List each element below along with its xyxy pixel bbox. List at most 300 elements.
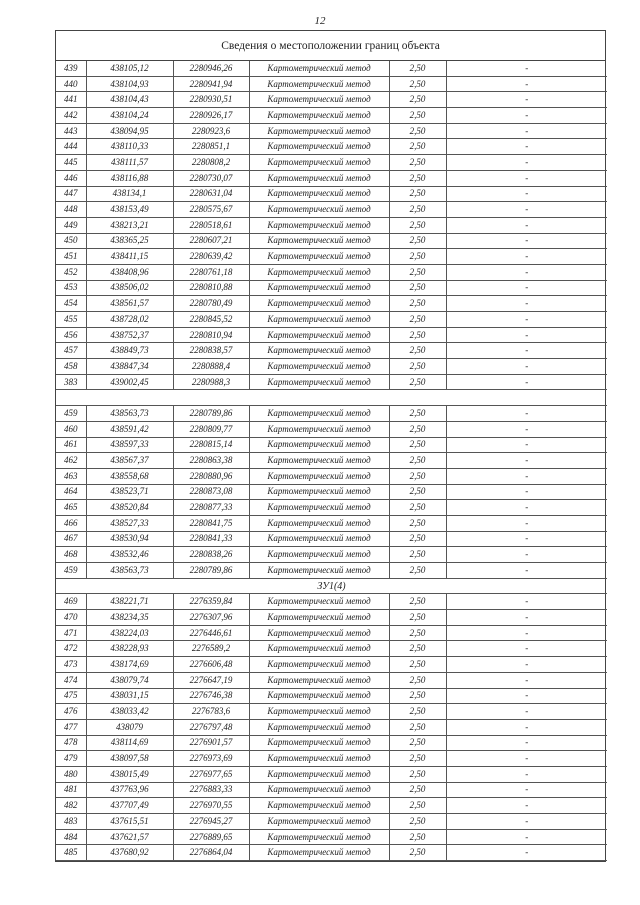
x-coordinate-cell: 438033,42 [86,704,173,720]
method-cell: Картометрический метод [249,406,389,422]
accuracy-cell: 2,50 [389,217,446,233]
method-cell: Картометрический метод [249,719,389,735]
x-coordinate-cell: 437615,51 [86,814,173,830]
method-cell: Картометрический метод [249,170,389,186]
y-coordinate-cell: 2276883,33 [173,782,249,798]
method-cell: Картометрический метод [249,264,389,280]
point-number-cell: 439 [56,61,86,76]
method-cell: Картометрический метод [249,296,389,312]
point-number-cell: 459 [56,406,86,422]
table-row [56,280,607,296]
point-number-cell: 481 [56,782,86,798]
accuracy-cell: 2,50 [389,735,446,751]
method-cell: Картометрический метод [249,531,389,547]
y-coordinate-cell: 2276746,38 [173,688,249,704]
accuracy-cell: 2,50 [389,704,446,720]
note-cell: - [446,782,607,798]
y-coordinate-cell: 2280730,07 [173,170,249,186]
accuracy-cell: 2,50 [389,829,446,845]
accuracy-cell: 2,50 [389,751,446,767]
y-coordinate-cell: 2276446,61 [173,625,249,641]
method-cell: Картометрический метод [249,625,389,641]
point-number-cell: 485 [56,845,86,861]
method-cell: Картометрический метод [249,202,389,218]
table-row [56,563,607,579]
accuracy-cell: 2,50 [389,76,446,92]
y-coordinate-cell: 2280808,2 [173,155,249,171]
x-coordinate-cell: 438847,34 [86,359,173,375]
note-cell: - [446,92,607,108]
x-coordinate-cell: 438031,15 [86,688,173,704]
x-coordinate-cell: 438752,37 [86,327,173,343]
y-coordinate-cell: 2276945,27 [173,814,249,830]
y-coordinate-cell: 2276606,48 [173,657,249,673]
y-coordinate-cell: 2280930,51 [173,92,249,108]
y-coordinate-cell: 2280888,4 [173,359,249,375]
method-cell: Картометрический метод [249,437,389,453]
accuracy-cell: 2,50 [389,155,446,171]
x-coordinate-cell: 438104,93 [86,76,173,92]
table-row [56,766,607,782]
y-coordinate-cell: 2280607,21 [173,233,249,249]
y-coordinate-cell: 2280518,61 [173,217,249,233]
table-row [56,312,607,328]
note-cell: - [446,766,607,782]
table-row [56,672,607,688]
section-label: ЗУ1(4) [56,578,607,594]
note-cell: - [446,139,607,155]
table-row [56,798,607,814]
method-cell: Картометрический метод [249,76,389,92]
method-cell: Картометрический метод [249,672,389,688]
note-cell: - [446,468,607,484]
y-coordinate-cell: 2280789,86 [173,563,249,579]
table-title: Сведения о местоположении границ объекта [56,31,605,61]
point-number-cell: 457 [56,343,86,359]
x-coordinate-cell: 438224,03 [86,625,173,641]
y-coordinate-cell: 2280575,67 [173,202,249,218]
x-coordinate-cell: 438116,88 [86,170,173,186]
method-cell: Картометрический метод [249,123,389,139]
table-row [56,625,607,641]
y-coordinate-cell: 2276977,65 [173,766,249,782]
method-cell: Картометрический метод [249,92,389,108]
table-row [56,704,607,720]
table-row [56,845,607,861]
point-number-cell: 443 [56,123,86,139]
note-cell: - [446,312,607,328]
accuracy-cell: 2,50 [389,280,446,296]
y-coordinate-cell: 2280923,6 [173,123,249,139]
x-coordinate-cell: 438104,24 [86,108,173,124]
accuracy-cell: 2,50 [389,547,446,563]
point-number-cell: 440 [56,76,86,92]
y-coordinate-cell: 2280761,18 [173,264,249,280]
table-row [56,139,607,155]
note-cell: - [446,531,607,547]
accuracy-cell: 2,50 [389,814,446,830]
y-coordinate-cell: 2280838,26 [173,547,249,563]
note-cell: - [446,280,607,296]
accuracy-cell: 2,50 [389,61,446,76]
x-coordinate-cell: 439002,45 [86,374,173,390]
x-coordinate-cell: 438597,33 [86,437,173,453]
y-coordinate-cell: 2280810,88 [173,280,249,296]
table-row [56,343,607,359]
x-coordinate-cell: 438153,49 [86,202,173,218]
table-row [56,202,607,218]
table-row [56,76,607,92]
y-coordinate-cell: 2276970,55 [173,798,249,814]
y-coordinate-cell: 2280789,86 [173,406,249,422]
point-number-cell: 476 [56,704,86,720]
accuracy-cell: 2,50 [389,437,446,453]
accuracy-cell: 2,50 [389,531,446,547]
table-row [56,155,607,171]
point-number-cell: 480 [56,766,86,782]
section-label-row [56,578,607,594]
y-coordinate-cell: 2280880,96 [173,468,249,484]
accuracy-cell: 2,50 [389,798,446,814]
method-cell: Картометрический метод [249,312,389,328]
x-coordinate-cell: 438114,69 [86,735,173,751]
y-coordinate-cell: 2280877,33 [173,500,249,516]
method-cell: Картометрический метод [249,374,389,390]
point-number-cell: 478 [56,735,86,751]
table-row [56,123,607,139]
y-coordinate-cell: 2280841,33 [173,531,249,547]
y-coordinate-cell: 2280946,26 [173,61,249,76]
method-cell: Картометрический метод [249,468,389,484]
accuracy-cell: 2,50 [389,139,446,155]
accuracy-cell: 2,50 [389,782,446,798]
table-row [56,468,607,484]
note-cell: - [446,264,607,280]
table-row [56,217,607,233]
table-row [56,484,607,500]
note-cell: - [446,155,607,171]
point-number-cell: 475 [56,688,86,704]
accuracy-cell: 2,50 [389,359,446,375]
point-number-cell: 464 [56,484,86,500]
note-cell: - [446,594,607,610]
x-coordinate-cell: 438104,43 [86,92,173,108]
y-coordinate-cell: 2280926,17 [173,108,249,124]
point-number-cell: 454 [56,296,86,312]
point-number-cell: 466 [56,515,86,531]
table-row [56,594,607,610]
method-cell: Картометрический метод [249,359,389,375]
note-cell: - [446,845,607,861]
table-row [56,421,607,437]
table-row [56,782,607,798]
point-number-cell: 474 [56,672,86,688]
table-row [56,735,607,751]
point-number-cell: 463 [56,468,86,484]
method-cell: Картометрический метод [249,280,389,296]
accuracy-cell: 2,50 [389,719,446,735]
x-coordinate-cell: 438591,42 [86,421,173,437]
method-cell: Картометрический метод [249,704,389,720]
note-cell: - [446,657,607,673]
x-coordinate-cell: 438234,35 [86,610,173,626]
x-coordinate-cell: 438506,02 [86,280,173,296]
accuracy-cell: 2,50 [389,610,446,626]
note-cell: - [446,484,607,500]
accuracy-cell: 2,50 [389,484,446,500]
y-coordinate-cell: 2276889,65 [173,829,249,845]
point-number-cell: 468 [56,547,86,563]
table-row [56,92,607,108]
accuracy-cell: 2,50 [389,625,446,641]
x-coordinate-cell: 438110,33 [86,139,173,155]
y-coordinate-cell: 2276901,57 [173,735,249,751]
y-coordinate-cell: 2280631,04 [173,186,249,202]
accuracy-cell: 2,50 [389,233,446,249]
note-cell: - [446,751,607,767]
x-coordinate-cell: 437763,96 [86,782,173,798]
method-cell: Картометрический метод [249,829,389,845]
y-coordinate-cell: 2280838,57 [173,343,249,359]
table-row [56,751,607,767]
x-coordinate-cell: 438213,21 [86,217,173,233]
accuracy-cell: 2,50 [389,186,446,202]
note-cell: - [446,217,607,233]
x-coordinate-cell: 438079 [86,719,173,735]
table-row [56,657,607,673]
x-coordinate-cell: 437680,92 [86,845,173,861]
note-cell: - [446,437,607,453]
x-coordinate-cell: 438567,37 [86,453,173,469]
note-cell: - [446,296,607,312]
point-number-cell: 460 [56,421,86,437]
table-row [56,233,607,249]
y-coordinate-cell: 2280815,14 [173,437,249,453]
x-coordinate-cell: 438561,57 [86,296,173,312]
method-cell: Картометрический метод [249,249,389,265]
point-number-cell: 445 [56,155,86,171]
note-cell: - [446,829,607,845]
x-coordinate-cell: 438563,73 [86,406,173,422]
x-coordinate-cell: 438558,68 [86,468,173,484]
point-number-cell: 446 [56,170,86,186]
note-cell: - [446,421,607,437]
accuracy-cell: 2,50 [389,500,446,516]
point-number-cell: 462 [56,453,86,469]
table-row [56,437,607,453]
y-coordinate-cell: 2276359,84 [173,594,249,610]
point-number-cell: 452 [56,264,86,280]
table-row [56,264,607,280]
note-cell: - [446,688,607,704]
boundary-table-frame [55,30,606,862]
accuracy-cell: 2,50 [389,657,446,673]
x-coordinate-cell: 437621,57 [86,829,173,845]
y-coordinate-cell: 2280841,75 [173,515,249,531]
method-cell: Картометрический метод [249,343,389,359]
table-row [56,814,607,830]
accuracy-cell: 2,50 [389,421,446,437]
x-coordinate-cell: 438105,12 [86,61,173,76]
note-cell: - [446,735,607,751]
note-cell: - [446,814,607,830]
note-cell: - [446,170,607,186]
accuracy-cell: 2,50 [389,845,446,861]
accuracy-cell: 2,50 [389,327,446,343]
table-row [56,249,607,265]
x-coordinate-cell: 438228,93 [86,641,173,657]
table-row [56,327,607,343]
x-coordinate-cell: 438530,94 [86,531,173,547]
y-coordinate-cell: 2280851,1 [173,139,249,155]
point-number-cell: 442 [56,108,86,124]
note-cell: - [446,76,607,92]
y-coordinate-cell: 2280988,3 [173,374,249,390]
x-coordinate-cell: 438365,25 [86,233,173,249]
x-coordinate-cell: 438134,1 [86,186,173,202]
note-cell: - [446,123,607,139]
x-coordinate-cell: 438408,96 [86,264,173,280]
note-cell: - [446,108,607,124]
accuracy-cell: 2,50 [389,170,446,186]
note-cell: - [446,374,607,390]
note-cell: - [446,547,607,563]
x-coordinate-cell: 438174,69 [86,657,173,673]
x-coordinate-cell: 438563,73 [86,563,173,579]
note-cell: - [446,500,607,516]
method-cell: Картометрический метод [249,108,389,124]
accuracy-cell: 2,50 [389,453,446,469]
y-coordinate-cell: 2280845,52 [173,312,249,328]
note-cell: - [446,672,607,688]
y-coordinate-cell: 2280810,94 [173,327,249,343]
point-number-cell: 467 [56,531,86,547]
point-number-cell: 465 [56,500,86,516]
method-cell: Картометрический метод [249,798,389,814]
method-cell: Картометрический метод [249,453,389,469]
accuracy-cell: 2,50 [389,312,446,328]
table-row [56,610,607,626]
method-cell: Картометрический метод [249,139,389,155]
x-coordinate-cell: 438527,33 [86,515,173,531]
y-coordinate-cell: 2276864,04 [173,845,249,861]
accuracy-cell: 2,50 [389,672,446,688]
section-separator [56,390,607,406]
method-cell: Картометрический метод [249,484,389,500]
y-coordinate-cell: 2276647,19 [173,672,249,688]
note-cell: - [446,343,607,359]
y-coordinate-cell: 2276973,69 [173,751,249,767]
x-coordinate-cell: 438015,49 [86,766,173,782]
note-cell: - [446,249,607,265]
method-cell: Картометрический метод [249,751,389,767]
page-number: 12 [314,15,326,27]
point-number-cell: 455 [56,312,86,328]
note-cell: - [446,327,607,343]
point-number-cell: 470 [56,610,86,626]
note-cell: - [446,719,607,735]
method-cell: Картометрический метод [249,594,389,610]
section-separator-row [56,390,607,406]
point-number-cell: 449 [56,217,86,233]
x-coordinate-cell: 438111,57 [86,155,173,171]
accuracy-cell: 2,50 [389,468,446,484]
point-number-cell: 444 [56,139,86,155]
method-cell: Картометрический метод [249,233,389,249]
accuracy-cell: 2,50 [389,123,446,139]
point-number-cell: 479 [56,751,86,767]
table-row [56,829,607,845]
note-cell: - [446,704,607,720]
method-cell: Картометрический метод [249,641,389,657]
note-cell: - [446,641,607,657]
method-cell: Картометрический метод [249,421,389,437]
table-row [56,61,607,76]
method-cell: Картометрический метод [249,61,389,76]
method-cell: Картометрический метод [249,217,389,233]
x-coordinate-cell: 437707,49 [86,798,173,814]
x-coordinate-cell: 438094,95 [86,123,173,139]
x-coordinate-cell: 438849,73 [86,343,173,359]
table-row [56,170,607,186]
method-cell: Картометрический метод [249,782,389,798]
point-number-cell: 483 [56,814,86,830]
y-coordinate-cell: 2276783,6 [173,704,249,720]
y-coordinate-cell: 2280639,42 [173,249,249,265]
point-number-cell: 448 [56,202,86,218]
method-cell: Картометрический метод [249,547,389,563]
note-cell: - [446,798,607,814]
y-coordinate-cell: 2280873,08 [173,484,249,500]
point-number-cell: 482 [56,798,86,814]
x-coordinate-cell: 438532,46 [86,547,173,563]
point-number-cell: 453 [56,280,86,296]
point-number-cell: 461 [56,437,86,453]
point-number-cell: 459 [56,563,86,579]
y-coordinate-cell: 2276589,2 [173,641,249,657]
point-number-cell: 469 [56,594,86,610]
note-cell: - [446,610,607,626]
accuracy-cell: 2,50 [389,563,446,579]
accuracy-cell: 2,50 [389,594,446,610]
table-row [56,186,607,202]
method-cell: Картометрический метод [249,845,389,861]
table-row [56,719,607,735]
table-row [56,531,607,547]
table-row [56,359,607,375]
note-cell: - [446,186,607,202]
y-coordinate-cell: 2276307,96 [173,610,249,626]
point-number-cell: 472 [56,641,86,657]
method-cell: Картометрический метод [249,735,389,751]
note-cell: - [446,61,607,76]
method-cell: Картометрический метод [249,610,389,626]
y-coordinate-cell: 2280863,38 [173,453,249,469]
accuracy-cell: 2,50 [389,296,446,312]
method-cell: Картометрический метод [249,327,389,343]
point-number-cell: 471 [56,625,86,641]
accuracy-cell: 2,50 [389,641,446,657]
table-row [56,688,607,704]
accuracy-cell: 2,50 [389,264,446,280]
accuracy-cell: 2,50 [389,766,446,782]
x-coordinate-cell: 438728,02 [86,312,173,328]
point-number-cell: 477 [56,719,86,735]
note-cell: - [446,359,607,375]
note-cell: - [446,406,607,422]
note-cell: - [446,625,607,641]
accuracy-cell: 2,50 [389,406,446,422]
